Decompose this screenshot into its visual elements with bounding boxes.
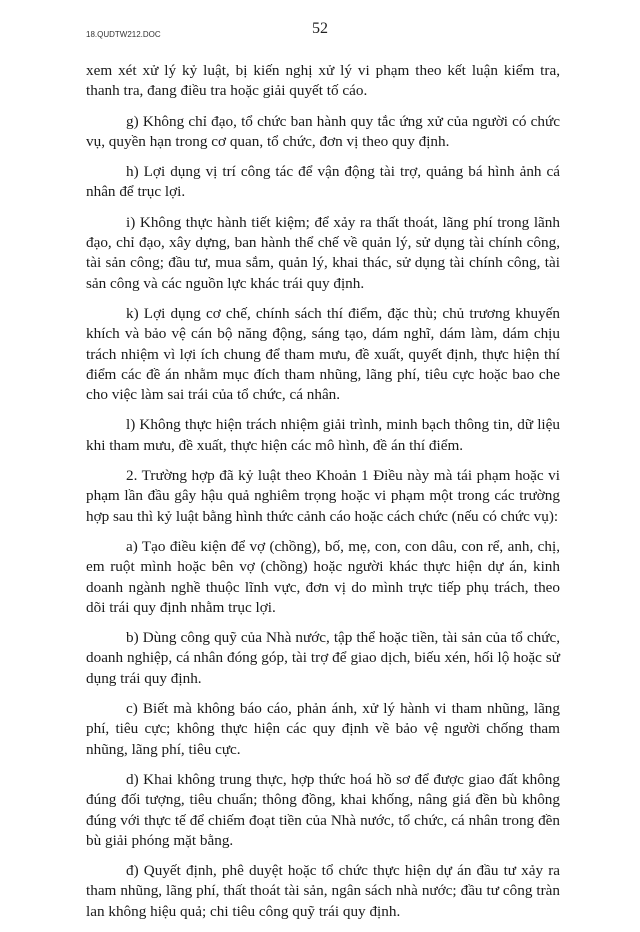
paragraph: g) Không chỉ đạo, tổ chức ban hành quy tắc ứng xử của người có chức vụ, quyền hạn trong cơ quan, tổ chức, đơn vị theo quy định. — [86, 112, 560, 150]
file-code: 18.QUDTW212.DOC — [86, 30, 161, 39]
page-number: 52 — [312, 20, 328, 37]
paragraph: b) Dùng công quỹ của Nhà nước, tập thể hoặc tiền, tài sản của tổ chức, doanh nghiệp, cá nhân đóng góp, tài trợ để giao dịch, biếu xén, hối lộ hoặc sử dụng trái quy định. — [86, 629, 560, 687]
paragraph: 2. Trường hợp đã kỷ luật theo Khoản 1 Điều này mà tái phạm hoặc vi phạm lần đầu gây hậu quả nghiêm trọng hoặc vi phạm một trong các trường hợp sau thì kỷ luật bằng hình thức cảnh cáo hoặc cách chức (nếu có chức vụ): — [86, 467, 560, 525]
paragraph: đ) Quyết định, phê duyệt hoặc tổ chức thực hiện dự án đầu tư xảy ra tham nhũng, lãng phí, thất thoát tài sản, ngân sách nhà nước; đầu tư công tràn lan không hiệu quả; chi tiêu công quỹ trái quy định. — [86, 862, 560, 920]
paragraph: xem xét xử lý kỷ luật, bị kiến nghị xử lý vi phạm theo kết luận kiểm tra, thanh tra, đang điều tra hoặc giải quyết tố cáo. — [86, 62, 560, 100]
paragraph: l) Không thực hiện trách nhiệm giải trình, minh bạch thông tin, dữ liệu khi tham mưu, đề xuất, thực hiện các mô hình, đề án thí điểm. — [86, 416, 560, 454]
paragraph: c) Biết mà không báo cáo, phản ánh, xử lý hành vi tham nhũng, lãng phí, tiêu cực; không thực hiện các quy định về bảo vệ người chống tham nhũng, lãng phí, tiêu cực. — [86, 700, 560, 758]
paragraph: h) Lợi dụng vị trí công tác để vận động tài trợ, quảng bá hình ảnh cá nhân để trục lợi. — [86, 163, 560, 201]
paragraph: k) Lợi dụng cơ chế, chính sách thí điểm, đặc thù; chủ trương khuyến khích và bảo vệ cán bộ năng động, sáng tạo, dám nghĩ, dám làm, dám chịu trách nhiệm vì lợi ích chung để tham mưu, đề xuất, quyết định, thực hiện thí điểm các đề án nhằm mục đích tham nhũng, lãng phí, tiêu cực hoặc bao che cho việc làm sai trái của tổ chức, cá nhân. — [86, 304, 560, 404]
paragraph: d) Khai không trung thực, hợp thức hoá hồ sơ để được giao đất không đúng đối tượng, tiêu chuẩn; thông đồng, khai khống, nâng giá đền bù không đúng với thực tế để chiếm đoạt tiền của Nhà nước, tổ chức, cá nhân trong đền bù giải phóng mặt bằng. — [86, 770, 560, 849]
paragraph: a) Tạo điều kiện để vợ (chồng), bố, mẹ, con, con dâu, con rể, anh, chị, em ruột mình hoặc bên vợ (chồng) hoặc người khác thực hiện dự án, kinh doanh ngành nghề thuộc lĩnh vực, đơn vị do mình trực tiếp phụ trách, theo dõi trái quy định nhằm trục lợi. — [86, 537, 560, 616]
paragraph: i) Không thực hành tiết kiệm; để xảy ra thất thoát, lãng phí trong lãnh đạo, chỉ đạo, xây dựng, ban hành thể chế về quản lý, sử dụng tài chính công, tài sản công; đầu tư, mua sắm, quản lý, khai thác, sử dụng tài chính công, tài sản công và các nguồn lực khác trái quy định. — [86, 213, 560, 292]
document-body — [86, 61, 560, 932]
